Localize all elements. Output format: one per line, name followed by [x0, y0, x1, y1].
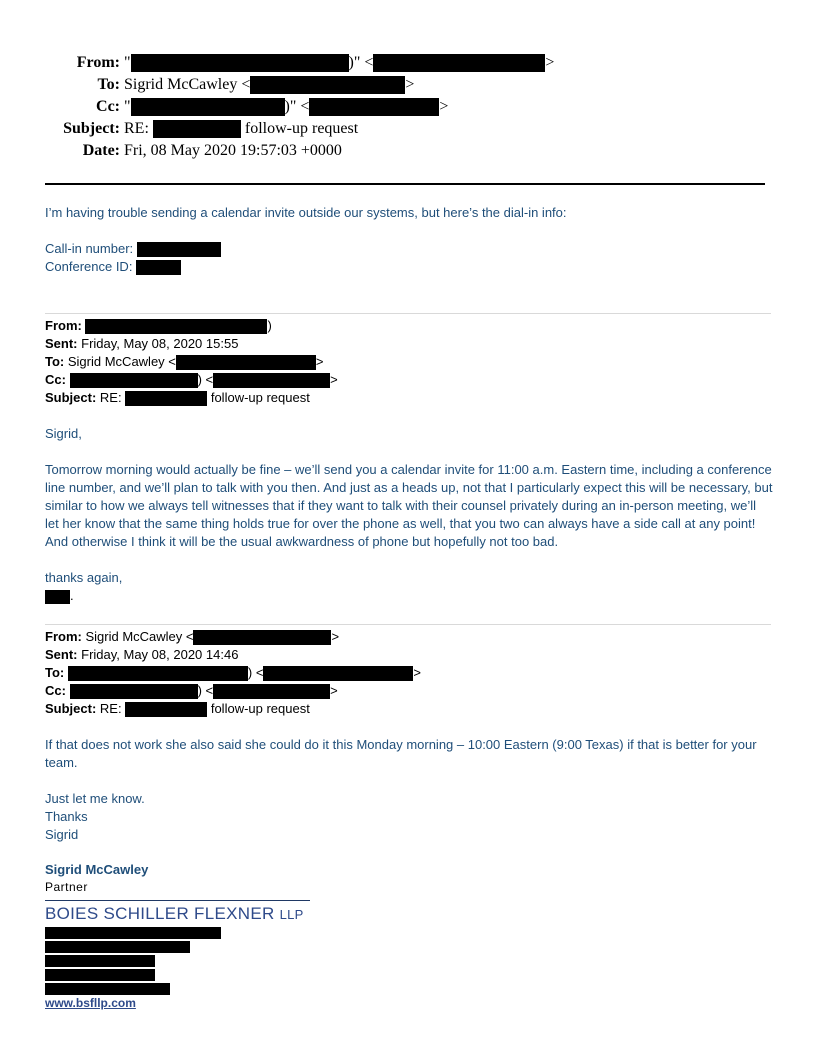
signature-name: Sigrid McCawley: [45, 862, 149, 877]
message2-signoff: .: [45, 587, 775, 605]
message1-intro: I’m having trouble sending a calendar invite outside our systems, but here’s the dial-in info:: [45, 205, 567, 220]
redaction-block: [137, 242, 221, 257]
message2-subject-suffix: follow-up request: [210, 390, 310, 405]
message2-subject-label: Subject:: [45, 390, 97, 405]
header-from-label: From:: [76, 54, 120, 71]
message3-subject-row: [45, 700, 310, 718]
firm-suffix: LLP: [279, 907, 304, 922]
message3-from-value: Sigrid McCawley <: [85, 629, 194, 644]
message2-cc-row: Cc: ) < >: [45, 372, 338, 387]
conf-label: Conference ID:: [45, 259, 133, 274]
redaction-block: [125, 702, 207, 717]
message2-subject-prefix: RE:: [99, 390, 122, 405]
message3-line1: Just let me know.: [45, 791, 145, 806]
redaction-block: [176, 355, 316, 370]
redaction-block: [131, 98, 285, 116]
header-to-row: To: Sigrid McCawley < >: [0, 75, 414, 95]
firm-name: [45, 904, 304, 924]
redaction-block: [250, 76, 405, 94]
redaction-block: [131, 54, 349, 72]
redaction-block: [85, 319, 267, 334]
message2-sent-row: [45, 335, 238, 353]
message3-line3: Sigrid: [45, 827, 79, 842]
message3-sent-value: Friday, May 08, 2020 14:46: [81, 647, 239, 662]
message3-sent-label: Sent:: [45, 647, 78, 662]
redaction-block: [153, 120, 241, 138]
message2-greeting: Sigrid,: [45, 426, 82, 441]
redaction-block: [373, 54, 545, 72]
callin-label: Call-in number:: [45, 241, 134, 256]
header-to-value: Sigrid McCawley <: [124, 76, 251, 93]
message3-to-label: To:: [45, 665, 65, 680]
redaction-block: [45, 955, 155, 967]
message3-to-row: To: ) < >: [45, 665, 422, 680]
message-separator: [45, 313, 771, 314]
message3-subject-label: Subject:: [45, 701, 97, 716]
message3-body: If that does not work she also said she could do it this Monday morning – 10:00 Eastern (9:00 Texas) if that is better for your team.: [45, 737, 757, 770]
message3-sent-row: [45, 646, 238, 664]
message3-subject-prefix: RE:: [99, 701, 122, 716]
message3-cc-row: Cc: ) < >: [45, 683, 338, 698]
redaction-block: [70, 373, 198, 388]
redaction-block: [45, 927, 221, 939]
header-divider: [45, 183, 765, 185]
redaction-block: [213, 373, 330, 388]
signature-divider: [45, 900, 310, 901]
firm-name-text: BOIES SCHILLER FLEXNER: [45, 904, 275, 923]
message-separator: [45, 624, 771, 625]
message3-subject-suffix: follow-up request: [210, 701, 310, 716]
message2-closing: thanks again,: [45, 570, 123, 585]
header-cc-row: Cc: " )" < >: [0, 97, 448, 117]
header-subject-row: [0, 119, 358, 139]
message2-sent-value: Friday, May 08, 2020 15:55: [81, 336, 239, 351]
redaction-block: [263, 666, 413, 681]
message2-to-value: Sigrid McCawley <: [67, 354, 176, 369]
redaction-block: [309, 98, 439, 116]
message3-from-label: From:: [45, 629, 82, 644]
signature-title: Partner: [45, 880, 88, 894]
redaction-block: [45, 983, 170, 995]
redaction-block: [70, 684, 198, 699]
message1-callin-row: [45, 240, 775, 258]
header-subject-suffix: follow-up request: [244, 120, 359, 137]
message2-from-label: From:: [45, 318, 82, 333]
message2-from-row: From: ): [45, 318, 272, 333]
website-link[interactable]: www.bsfllp.com: [45, 996, 136, 1010]
message3-line2: Thanks: [45, 809, 88, 824]
message2-to-label: To:: [45, 354, 65, 369]
redaction-block: [45, 941, 190, 953]
header-date-value: Fri, 08 May 2020 19:57:03 +0000: [124, 142, 342, 159]
header-subject-prefix: RE:: [124, 120, 149, 137]
redaction-block: [213, 684, 330, 699]
redaction-block: [45, 969, 155, 981]
message2-body: Tomorrow morning would actually be fine – we’ll send you a calendar invite for 11:00 a.m. Eastern time, including a conference line number, and we’ll plan to talk with you then. And just as a heads up, not that I particularly expect this will be necessary, but similar to how we always tell witnesses that if they want to talk with their counsel privately during an in-person meeting, we’ll let her know that the same thing holds true for over the phone as well, that you two can always have a side call at any point! And otherwise I think it will be the usual awkwardness of phone but hopefully not too bad.: [45, 462, 773, 549]
message3-cc-label: Cc:: [45, 683, 66, 698]
header-from-row: From: " )" < >: [0, 53, 554, 73]
redaction-block: [136, 260, 181, 275]
redaction-block: [125, 391, 207, 406]
header-cc-label: Cc:: [96, 98, 120, 115]
message3-from-row: From: Sigrid McCawley < >: [45, 629, 340, 644]
message2-subject-row: [45, 389, 310, 407]
message2-cc-label: Cc:: [45, 372, 66, 387]
header-date-label: Date:: [82, 142, 120, 159]
header-subject-label: Subject:: [63, 120, 120, 137]
redaction-block: [193, 630, 331, 645]
message2-sent-label: Sent:: [45, 336, 78, 351]
redaction-block: [68, 666, 248, 681]
header-date-row: [0, 141, 342, 161]
header-to-label: To:: [97, 76, 120, 93]
redaction-block: [45, 590, 70, 604]
message1-conf-row: [45, 258, 775, 276]
message2-to-row: To: Sigrid McCawley < >: [45, 354, 324, 369]
